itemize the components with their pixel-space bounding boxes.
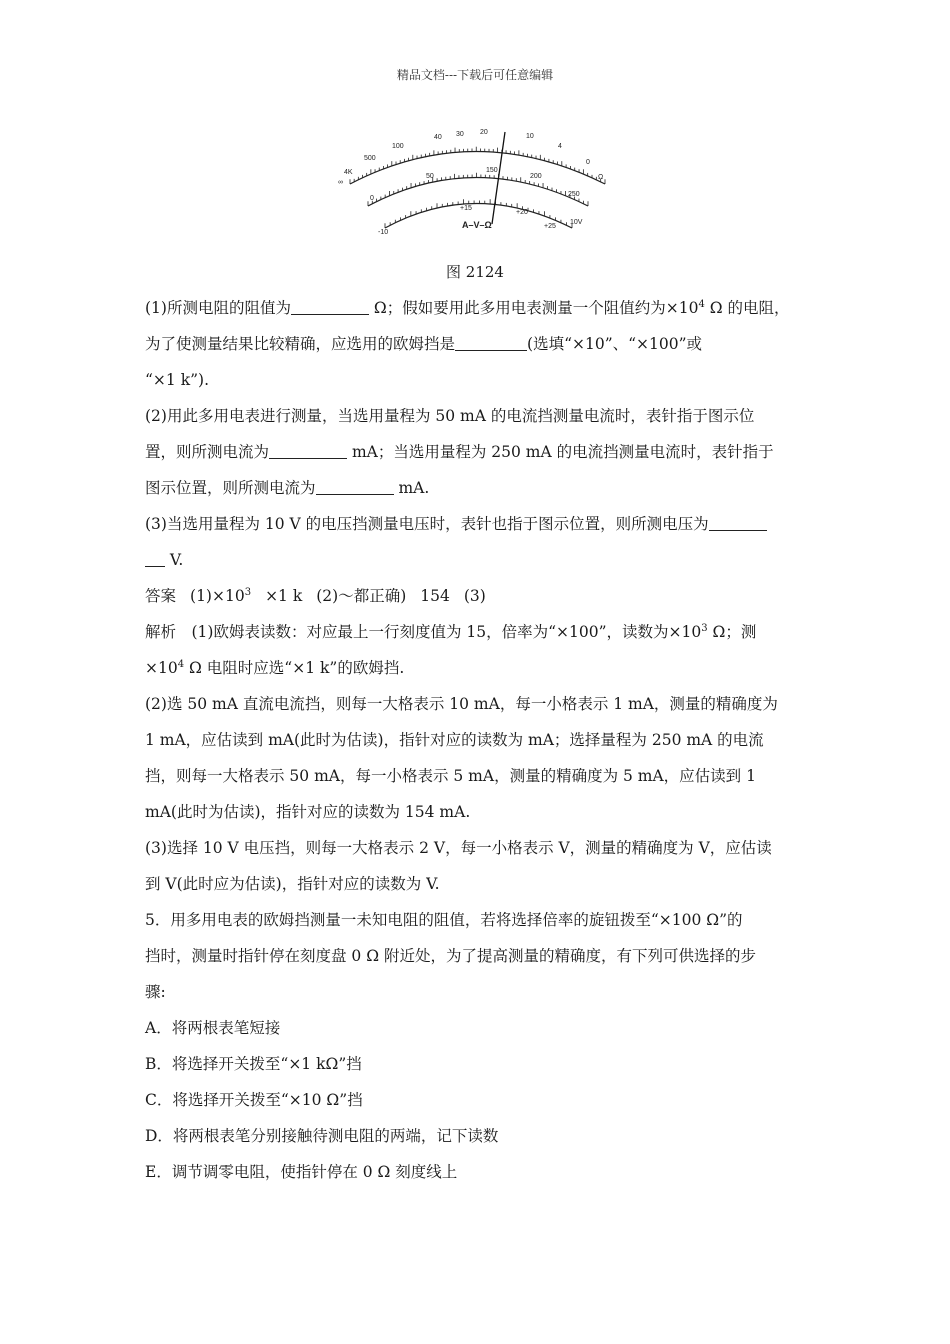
multimeter-dial-figure [330, 124, 620, 254]
q5-line-3: 骤: [145, 983, 166, 1001]
answer-blank-ohm-range[interactable] [455, 332, 527, 351]
analysis-line-6: mA(此时为估读)，指针对应的读数为 154 mA. [145, 803, 471, 821]
dial-mid-150: 150 [486, 167, 498, 174]
q5-option-e: E．调节调零电阻，使指针停在 0 Ω 刻度线上 [145, 1163, 458, 1181]
answer-blank-resistance[interactable] [291, 296, 369, 315]
q3-line-2: V. [145, 542, 810, 578]
dial-label-0: 0 [586, 159, 590, 166]
dial-low-plus25: +25 [544, 223, 556, 230]
dial-mid-50: 50 [426, 173, 434, 180]
dial-label-10: 10 [526, 133, 534, 140]
q5-option-c: C．将选择开关拨至“×10 Ω”挡 [145, 1091, 363, 1109]
q5-line-1: 5．用多用电表的欧姆挡测量一未知电阻的阻值，若将选择倍率的旋钮拨至“×100 Ω”的 [145, 911, 743, 929]
analysis-line-1: 解析 (1)欧姆表读数：对应最上一行刻度值为 15，倍率为“×100”，读数为$\times 10^3$ Ω；测 [145, 622, 757, 641]
dial-label-100: 100 [392, 143, 404, 150]
q2-line-3: 图示位置，则所测电流为 mA. [145, 470, 810, 506]
answer-blank-voltage-a[interactable] [709, 512, 767, 531]
q1-line-3: “×1 k”). [145, 371, 209, 389]
answer-blank-voltage-b[interactable] [145, 548, 165, 567]
q1-line-1: (1)所测电阻的阻值为 Ω；假如要用此多用电表测量一个阻值约为$\times 10^4$ Ω 的电阻， [145, 290, 810, 326]
q5-option-d: D．将两根表笔分别接触待测电阻的两端，记下读数 [145, 1127, 499, 1145]
multimeter-dial-svg [330, 124, 620, 254]
figure-caption: 图 2124 [446, 263, 504, 281]
dial-mid-200: 200 [530, 173, 542, 180]
analysis-line-3: (2)选 50 mA 直流电流挡，则每一大格表示 10 mA，每一小格表示 1 mA，测量的精确度为 [145, 695, 778, 713]
document-body [145, 290, 810, 1190]
dial-label-ohm-symbol: Ω [598, 174, 604, 181]
dial-mid-10v: 10V [570, 219, 583, 226]
dial-low-plus20: +20 [516, 209, 528, 216]
q5-line-2: 挡时，测量时指针停在刻度盘 0 Ω 附近处，为了提高测量的精确度，有下列可供选择的步 [145, 947, 756, 965]
dial-label-30: 30 [456, 131, 464, 138]
q1-line-2: 为了使测量结果比较精确，应选用的欧姆挡是 (选填“×10”、“×100”或 [145, 326, 810, 362]
analysis-line-4: 1 mA，应估读到 mA(此时为估读)，指针对应的读数为 mA；选择量程为 250 mA 的电流 [145, 731, 764, 749]
answer-line: 答案 $(1)\times 10^3 \times 1$ k (2)～都正确) 154 (3) [145, 586, 486, 605]
q2-line-2: 置，则所测电流为 mA；当选用量程为 250 mA 的电流挡测量电流时，表针指于 [145, 434, 810, 470]
dial-label-5: 4 [558, 143, 562, 150]
q5-option-b: B．将选择开关拨至“×1 kΩ”挡 [145, 1055, 362, 1073]
dial-label-4k: 4K [344, 169, 353, 176]
dial-avo-label: A–V–Ω [462, 220, 492, 230]
dial-label-500: 500 [364, 155, 376, 162]
dial-label-40: 40 [434, 134, 442, 141]
analysis-line-7: (3)选择 10 V 电压挡，则每一大格表示 2 V，每一小格表示 V，测量的精确度为 V，应估读 [145, 839, 772, 857]
page-header: 精品文档---下载后可任意编辑 [396, 68, 554, 82]
q5-option-a: A．将两根表笔短接 [145, 1019, 281, 1037]
analysis-line-5: 挡，则每一大格表示 50 mA，每一小格表示 5 mA，测量的精确度为 5 mA，应估读到 1 [145, 767, 756, 785]
analysis-line-2: $\times 10^4$ Ω 电阻时应选“×1 k”的欧姆挡. [145, 658, 405, 677]
q3-line-1: (3)当选用量程为 10 V 的电压挡测量电压时，表针也指于图示位置，则所测电压为 [145, 506, 810, 542]
scale-ticks [350, 147, 605, 228]
dial-label-ohm-inf: ∞ [338, 179, 343, 186]
ohm-scale-arc [350, 152, 605, 185]
dial-mid-0: 0 [370, 195, 374, 202]
q2-line-1: (2)用此多用电表进行测量，当选用量程为 50 mA 的电流挡测量电流时，表针指于图示位 [145, 407, 755, 425]
mid-scale-arc [368, 178, 588, 207]
dial-mid-250: 250 [568, 191, 580, 198]
dial-low-plus15: +15 [460, 205, 472, 212]
dial-label-20: 20 [480, 129, 488, 136]
answer-blank-current-50ma[interactable] [269, 440, 347, 459]
analysis-line-8: 到 V(此时应为估读)，指针对应的读数为 V. [145, 875, 440, 893]
answer-blank-current-250ma[interactable] [316, 476, 394, 495]
dial-low-minus10: -10 [378, 229, 389, 236]
